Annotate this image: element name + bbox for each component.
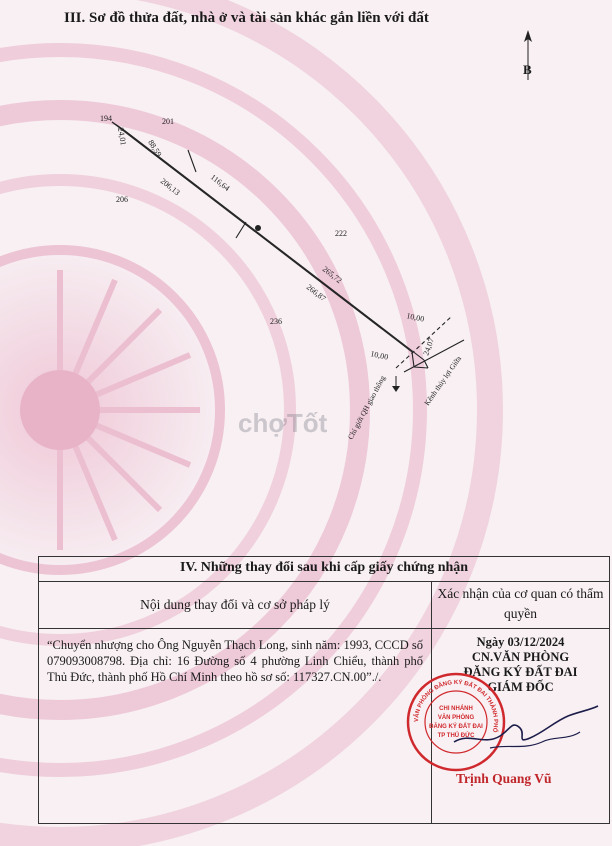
dim-24-07: 24,07 [421, 336, 437, 357]
stamp-ring-text: VĂN PHÒNG ĐĂNG KÝ ĐẤT ĐAI THÀNH PHỐ [413, 679, 499, 733]
column-header-content: Nội dung thay đổi và cơ sở pháp lý [39, 582, 432, 629]
parcel-edge-south-a [412, 352, 414, 367]
parcel-194: 194 [100, 114, 112, 123]
parcel-236: 236 [270, 317, 282, 326]
stamp-center-4: TP THỦ ĐỨC [437, 733, 475, 739]
approval-agency: ĐĂNG KÝ ĐẤT ĐAI [463, 665, 578, 679]
section-4-title: IV. Những thay đổi sau khi cấp giấy chứng nhận [39, 557, 610, 582]
dim-266-87: 266,87 [304, 282, 328, 304]
road-label: Chỉ giới QH giao thông [345, 373, 388, 441]
column-header-approval: Xác nhận của cơ quan có thẩm quyền [432, 582, 610, 629]
signer-name: Trịnh Quang Vũ [456, 771, 552, 786]
section-3-title: III. Sơ đồ thửa đất, nhà ở và tài sản khác gắn liền với đất [64, 10, 429, 26]
parcel-206: 206 [116, 195, 128, 204]
dim-10-00-b: 10,00 [369, 349, 390, 362]
approval-date: Ngày 03/12/2024 [476, 635, 565, 649]
survey-point-marker [255, 225, 261, 231]
stamp-center-2: VĂN PHÒNG [437, 715, 475, 721]
parcel-201: 201 [162, 117, 174, 126]
dim-88-59: 88,59 [146, 138, 164, 159]
approval-office: CN.VĂN PHÒNG [471, 650, 570, 664]
parcel-edge-south-b [414, 367, 428, 368]
changes-table [38, 556, 610, 824]
approval-title: GIÁM ĐỐC [487, 680, 554, 694]
dim-265-72: 265,72 [320, 264, 344, 286]
dim-206-13: 206,13 [158, 176, 182, 198]
watermark-logo: chợTốt [238, 408, 328, 438]
change-content: “Chuyển nhượng cho Ông Nguyễn Thạch Long, sinh năm: 1993, CCCD số 079093008798. Địa chỉ: 16 Đường số 4 phường Linh Chiểu, thành phố Thủ Đức, thành phố Hồ Chí Minh theo hồ sơ số: 117327.CN.00”./. [39, 629, 432, 824]
stamp-center-3: ĐĂNG KÝ ĐẤT ĐAI [429, 724, 483, 730]
stamp-center-1: CHI NHÁNH [439, 706, 473, 712]
north-label: B [523, 62, 532, 77]
dim-116-64: 116,64 [208, 172, 232, 193]
dim-10-00-a: 10,00 [405, 311, 426, 324]
handwritten-signature [450, 702, 600, 772]
parcel-222: 222 [335, 229, 347, 238]
dim-24-01: 24,01 [116, 126, 129, 147]
canal-label: Kênh thủy lợi Giữa [422, 354, 464, 408]
